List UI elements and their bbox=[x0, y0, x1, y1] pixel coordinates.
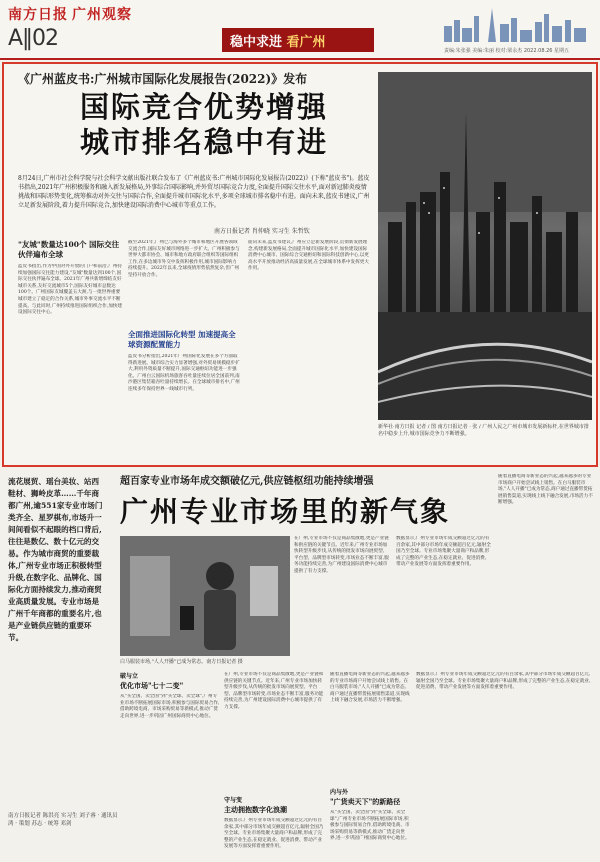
top-headline bbox=[44, 90, 364, 160]
bottom-column-h2: 从"买全国、卖全国"到"买全球、卖全球",广州专业市场不断拓展国际市场,积极参与国际贸易合作,借助跨境电商、市场采购贸易等新模式,推动广货走向世界,进一步巩固广州国际商贸中心地位。 bbox=[330, 810, 410, 842]
top-column-c: 蓝皮书分析指出,2021年广州国际化发展在多个方面取得新进展。城市综合实力显著增强,对外贸易规模稳步扩大,利用外资质量不断提升,国际交通枢纽功能进一步强化。广州白云国际机场旅客吞吐量连续位居全国前列,南沙港区集装箱吞吐量持续增长。在全球城市排名中,广州连续多年保持世界一线城市行列。 bbox=[128, 354, 240, 392]
market-livestream-photo bbox=[120, 536, 290, 656]
bottom-headline: 广州专业市场里的新气象 bbox=[120, 495, 451, 528]
bottom-column-i: 数据显示,广州专业市场年成交额超过亿元的有百余家,其中部分市场年成交额超百亿元,辐射全国乃至全球。专业市场集聚大量商户和品牌,形成了完整的产业生态,在稳定就业、促进消费、带动产业发展等方面发挥着重要作用。 bbox=[416, 672, 594, 691]
bottom-kicker: 超百家专业市场年成交额破亿元,供应链枢纽功能持续增强 bbox=[120, 476, 374, 487]
page-header bbox=[0, 0, 600, 60]
top-subhead-2: 全面推进国际化转型 加速提高全球资源配置能力 bbox=[128, 330, 236, 349]
bottom-photo-caption: 白马服装市场,"人人开播"已成为常态。南方日报记者 摄 bbox=[120, 659, 243, 665]
motto-left: 稳中求进 bbox=[230, 35, 283, 50]
bottom-column-e: 在广州,专业市场不仅是商品集散地,更是产业链和供应链的关键节点。近年来,广州专业市场加快转型升级步伐,从传统的批发市场向展贸型、平台型、品牌型市场转变,市场业态不断丰富,服务功能持续完善,为广州建设国际消费中心城市提供了有力支撑。 bbox=[294, 536, 389, 574]
subhead-a-text: 优化市场"七十二变" bbox=[120, 681, 184, 690]
brand-name: 南方日报 bbox=[8, 7, 68, 23]
skyline-illustration bbox=[440, 6, 590, 42]
subhead-b-tag: 守与变 bbox=[224, 797, 243, 804]
top-photo-caption: 新华社·南方日报 记者 / 图 南方日报记者 · 张 / 广州人民之广州市城市发展新标杆,在世界城市排名中稳步上升,城市国际竞争力不断增强。 bbox=[378, 424, 589, 437]
top-byline: 南方日报记者 肖仲晓 实习生 朱哲钦 bbox=[214, 228, 310, 235]
top-column-d: 面向未来,蓝皮书建议,广州应立足新发展阶段,贯彻新发展理念,构建新发展格局,全面提升城市国际化水平,加快建设国际消费中心城市、国际综合交通枢纽和国际科技创新中心,以更高水平开放推动经济高质量发展,在全球城市体系中发挥更大作用。 bbox=[248, 240, 369, 272]
side-pullquote: 流花展贸、瑶台美妆、站西鞋材、狮岭皮革……千年商都广州,逾551家专业市场门类齐全、星罗棋布,市场升一间间看似不起眼的档口背后,往往是数亿、数十亿元的交易。作为城市商贸的重要载体,广州专业市场正积极转型升级,在数字化、品牌化、国际化方面持续发力,推动商贸业高质量发展。专业市场是广州千年商都的重要名片,也是产业链供应链的重要环节。 bbox=[8, 477, 103, 642]
motto-right: 看广州 bbox=[286, 35, 326, 50]
top-column-b: 截至2021年,广州已与海外多个城市和地区开展各领域交流合作,国际友好城市网络进一步扩大。广州积极参与世界大都市协会、城市和地方政府联合组织等国际组织工作,在多边城市外交中发挥积极作用,城市国际影响力持续提升。2022年以来,全球疫情形势依然复杂,但广州坚持开放合作。 bbox=[128, 240, 240, 278]
subhead-po-yu-li bbox=[120, 672, 183, 690]
bottom-column-h: 从"买全国、卖全国"到"买全球、卖全球",广州专业市场不断拓展国际市场,积极参与国际贸易合作,借助跨境电商、市场采购贸易等新模式,推动广货走向世界,进一步巩固广州国际商贸中心地位。 bbox=[120, 694, 220, 719]
bottom-column-e2: 在广州,专业市场不仅是商品集散地,更是产业链和供应链的关键节点。近年来,广州专业市场加快转型升级步伐,从传统的批发市场向展贸型、平台型、品牌型市场转变,市场业态不断丰富,服务功能持续完善,为广州建设国际消费中心城市提供了有力支撑。 bbox=[224, 672, 324, 710]
livestream-graphic bbox=[120, 536, 290, 656]
subhead-b-text: 主动拥抱数字化浪潮 bbox=[224, 805, 287, 814]
top-column-a: 蓝皮书指出,作为中国对外开放的门户和前沿,广州持续加强国际交往能力建设,"友城"数量达到100个,国际交往伙伴遍布全球。2021年广州共新增缔结友好城市关系,友好交流城市5个,国际友好城市总数达100个。广州国际友城覆盖五大洲,与一批世界重要城市建立了稳定的合作关系,城市外事交流水平不断提高。与此同时,广州持续推进国际组织合作,加快建设国际交往中心。 bbox=[18, 264, 122, 316]
dateline: 责编:朱张强 美编:朱丽 校对:梁永杰 2022.08.26 星期五 bbox=[444, 48, 570, 54]
top-story bbox=[2, 62, 598, 467]
bottom-column-f2: 数据显示,广州专业市场年成交额超过亿元的有百余家,其中部分市场年成交额超百亿元,辐射全国乃至全球。专业市场集聚大量商户和品牌,形成了完整的产业生态,在稳定就业、促进消费、带动产业发展等方面发挥着重要作用。 bbox=[224, 818, 324, 850]
subhead-nei-yu-wai bbox=[330, 788, 400, 806]
top-lead: 8月24日,广州市社会科学院与社会科学文献出版社联合发布了《广州蓝皮书:广州城市国际化发展报告(2022)》(下称"蓝皮书")。蓝皮书指出,2021年广州积极服务和融入新发展格局,外事综合国际影响,并外贸尽国际竞合力度,全面提升国际交往水平,面对新冠肺炎疫情挑战和国际形势变化,统筹推动对外交往与国际合作,全面提升城市国际化水平,多项全球城市排名稳中有进。面向未来,蓝皮书建议,广州立足新发展阶段,着力提升国际竞合,加快建设国际消费中心城市等重点工作。 bbox=[18, 175, 370, 209]
masthead bbox=[8, 4, 132, 24]
city-skyline-graphic bbox=[378, 72, 592, 420]
subhead-c-text: "广货卖天下"的新路径 bbox=[330, 797, 401, 806]
page-number: A‖02 bbox=[8, 26, 59, 51]
headline-line-2: 城市排名稳中有进 bbox=[79, 125, 328, 159]
section-motto bbox=[222, 28, 374, 52]
bottom-column-g: 随着直播电商等新业态的兴起,越来越多的专业市场商户开始尝试线上销售。在白马服装市场,"人人开播"已成为常态,商户通过直播带货拓展销售渠道,实现线上线下融合发展,市场活力不断增强。 bbox=[498, 474, 593, 506]
bottom-credits: 南方日报记者 陈洪亮 实习生 刘子睿 · 通讯员 鸿 · 策划 苏志 · 统筹 邓剑 bbox=[8, 813, 118, 827]
subhead-shou-yu-bian bbox=[224, 796, 287, 814]
city-night-photo bbox=[378, 72, 592, 420]
section-name: 广州观察 bbox=[72, 7, 132, 23]
bottom-column-f: 数据显示,广州专业市场年成交额超过亿元的有百余家,其中部分市场年成交额超百亿元,辐射全国乃至全球。专业市场集聚大量商户和品牌,形成了完整的产业生态,在稳定就业、促进消费、带动产业发展等方面发挥着重要作用。 bbox=[396, 536, 491, 568]
subhead-c-tag: 内与外 bbox=[330, 789, 349, 796]
top-subhead-1: "友城"数量达100个 国际交往伙伴遍布全球 bbox=[18, 240, 120, 259]
bottom-column-g2: 随着直播电商等新业态的兴起,越来越多的专业市场商户开始尝试线上销售。在白马服装市场,"人人开播"已成为常态,商户通过直播带货拓展销售渠道,实现线上线下融合发展,市场活力不断增强。 bbox=[330, 672, 410, 704]
headline-line-1: 国际竞合优势增强 bbox=[79, 90, 328, 124]
top-kicker: 《广州蓝皮书:广州城市国际化发展报告(2022)》发布 bbox=[18, 72, 308, 86]
subhead-a-tag: 破与立 bbox=[120, 673, 139, 680]
